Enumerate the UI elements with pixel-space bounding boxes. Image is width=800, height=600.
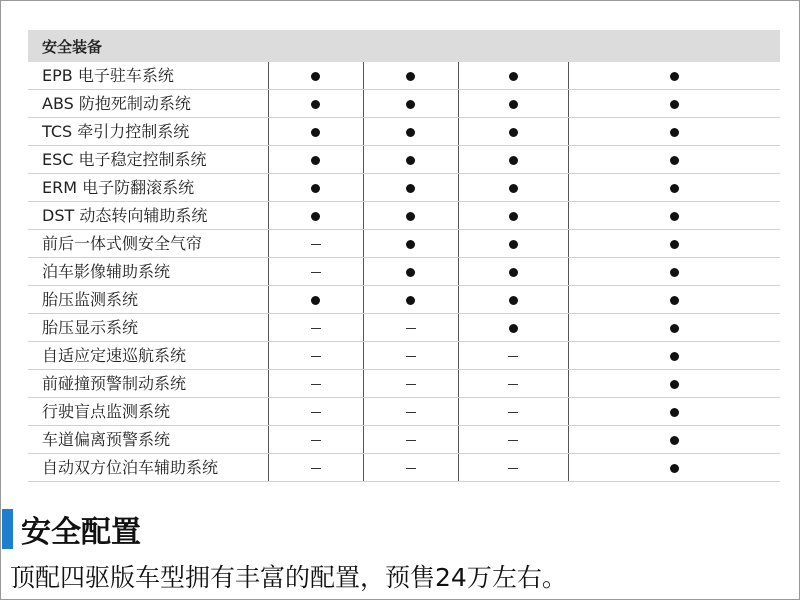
standard-dot-icon: [311, 296, 320, 305]
feature-name: DST 动态转向辅助系统: [28, 202, 268, 230]
feature-cell: [458, 118, 568, 146]
feature-cell: [568, 454, 780, 482]
table-row: [28, 202, 780, 230]
feature-cell: [458, 62, 568, 90]
not-available-dash-icon: [406, 384, 416, 385]
standard-dot-icon: [670, 324, 679, 333]
feature-cell: [268, 62, 363, 90]
not-available-dash-icon: [508, 468, 518, 469]
not-available-dash-icon: [311, 440, 321, 441]
table-row: [28, 174, 780, 202]
feature-cell: [268, 426, 363, 454]
feature-name: 车道偏离预警系统: [28, 426, 268, 454]
standard-dot-icon: [509, 212, 518, 221]
feature-name: TCS 牵引力控制系统: [28, 118, 268, 146]
table-row: [28, 426, 780, 454]
spec-table-body: [28, 62, 780, 482]
standard-dot-icon: [670, 268, 679, 277]
feature-cell: [458, 454, 568, 482]
standard-dot-icon: [311, 72, 320, 81]
feature-cell: [268, 454, 363, 482]
feature-name: 胎压监测系统: [28, 286, 268, 314]
not-available-dash-icon: [406, 412, 416, 413]
spec-sheet: [28, 30, 780, 482]
not-available-dash-icon: [508, 384, 518, 385]
feature-cell: [568, 398, 780, 426]
feature-cell: [568, 370, 780, 398]
not-available-dash-icon: [406, 440, 416, 441]
feature-cell: [568, 118, 780, 146]
standard-dot-icon: [670, 296, 679, 305]
feature-cell: [363, 342, 458, 370]
feature-cell: [268, 398, 363, 426]
feature-cell: [268, 90, 363, 118]
feature-cell: [363, 118, 458, 146]
feature-cell: [363, 454, 458, 482]
not-available-dash-icon: [311, 328, 321, 329]
standard-dot-icon: [406, 156, 415, 165]
table-row: [28, 314, 780, 342]
feature-cell: [363, 146, 458, 174]
feature-cell: [268, 174, 363, 202]
feature-cell: [568, 146, 780, 174]
table-row: [28, 398, 780, 426]
feature-cell: [268, 314, 363, 342]
not-available-dash-icon: [311, 244, 321, 245]
spec-table: [28, 62, 780, 482]
feature-cell: [568, 202, 780, 230]
standard-dot-icon: [509, 72, 518, 81]
feature-cell: [458, 370, 568, 398]
feature-name: 泊车影像辅助系统: [28, 258, 268, 286]
feature-cell: [363, 370, 458, 398]
feature-cell: [268, 118, 363, 146]
feature-name: 胎压显示系统: [28, 314, 268, 342]
table-row: [28, 342, 780, 370]
feature-cell: [568, 90, 780, 118]
caption-bar: [0, 508, 798, 550]
feature-cell: [363, 286, 458, 314]
feature-name: ABS 防抱死制动系统: [28, 90, 268, 118]
feature-cell: [568, 62, 780, 90]
feature-cell: [363, 258, 458, 286]
table-row: [28, 118, 780, 146]
feature-cell: [268, 202, 363, 230]
standard-dot-icon: [509, 296, 518, 305]
table-row: [28, 90, 780, 118]
feature-cell: [458, 202, 568, 230]
feature-cell: [458, 342, 568, 370]
standard-dot-icon: [509, 240, 518, 249]
standard-dot-icon: [670, 464, 679, 473]
feature-cell: [568, 342, 780, 370]
table-row: [28, 62, 780, 90]
feature-cell: [268, 370, 363, 398]
not-available-dash-icon: [508, 356, 518, 357]
not-available-dash-icon: [311, 384, 321, 385]
feature-cell: [568, 314, 780, 342]
feature-cell: [458, 314, 568, 342]
feature-name: 自适应定速巡航系统: [28, 342, 268, 370]
feature-cell: [363, 174, 458, 202]
feature-name: EPB 电子驻车系统: [28, 62, 268, 90]
feature-cell: [268, 146, 363, 174]
table-row: [28, 258, 780, 286]
table-row: [28, 230, 780, 258]
feature-cell: [363, 230, 458, 258]
standard-dot-icon: [406, 212, 415, 221]
feature-cell: [458, 174, 568, 202]
section-header: 安全装备: [28, 30, 780, 62]
standard-dot-icon: [509, 156, 518, 165]
feature-cell: [458, 230, 568, 258]
caption-accent-bar: [2, 509, 13, 549]
standard-dot-icon: [406, 128, 415, 137]
feature-cell: [568, 426, 780, 454]
feature-cell: [363, 426, 458, 454]
standard-dot-icon: [406, 240, 415, 249]
feature-cell: [458, 258, 568, 286]
not-available-dash-icon: [406, 356, 416, 357]
standard-dot-icon: [509, 184, 518, 193]
feature-name: 自动双方位泊车辅助系统: [28, 454, 268, 482]
feature-name: 前碰撞预警制动系统: [28, 370, 268, 398]
standard-dot-icon: [670, 352, 679, 361]
feature-name: 行驶盲点监测系统: [28, 398, 268, 426]
not-available-dash-icon: [311, 356, 321, 357]
standard-dot-icon: [406, 296, 415, 305]
feature-cell: [268, 286, 363, 314]
standard-dot-icon: [670, 408, 679, 417]
feature-cell: [458, 90, 568, 118]
feature-cell: [458, 398, 568, 426]
standard-dot-icon: [406, 184, 415, 193]
not-available-dash-icon: [406, 468, 416, 469]
not-available-dash-icon: [311, 272, 321, 273]
standard-dot-icon: [670, 100, 679, 109]
table-row: [28, 146, 780, 174]
footer-text: 顶配四驱版车型拥有丰富的配置，预售24万左右。: [10, 563, 567, 592]
standard-dot-icon: [670, 72, 679, 81]
standard-dot-icon: [311, 156, 320, 165]
feature-cell: [363, 62, 458, 90]
standard-dot-icon: [509, 100, 518, 109]
not-available-dash-icon: [311, 468, 321, 469]
feature-cell: [568, 230, 780, 258]
feature-name: ERM 电子防翻滚系统: [28, 174, 268, 202]
feature-cell: [363, 314, 458, 342]
not-available-dash-icon: [508, 440, 518, 441]
feature-cell: [458, 286, 568, 314]
table-row: [28, 454, 780, 482]
standard-dot-icon: [670, 380, 679, 389]
standard-dot-icon: [670, 436, 679, 445]
feature-cell: [568, 286, 780, 314]
table-row: [28, 286, 780, 314]
standard-dot-icon: [670, 156, 679, 165]
feature-cell: [568, 174, 780, 202]
standard-dot-icon: [406, 100, 415, 109]
standard-dot-icon: [406, 268, 415, 277]
feature-cell: [363, 202, 458, 230]
feature-cell: [458, 146, 568, 174]
feature-cell: [458, 426, 568, 454]
not-available-dash-icon: [406, 328, 416, 329]
standard-dot-icon: [311, 128, 320, 137]
feature-cell: [268, 258, 363, 286]
feature-cell: [363, 398, 458, 426]
feature-cell: [363, 90, 458, 118]
standard-dot-icon: [670, 184, 679, 193]
not-available-dash-icon: [508, 412, 518, 413]
feature-name: 前后一体式侧安全气帘: [28, 230, 268, 258]
standard-dot-icon: [670, 128, 679, 137]
table-row: [28, 370, 780, 398]
standard-dot-icon: [509, 268, 518, 277]
standard-dot-icon: [670, 212, 679, 221]
standard-dot-icon: [311, 212, 320, 221]
feature-cell: [268, 230, 363, 258]
standard-dot-icon: [311, 100, 320, 109]
standard-dot-icon: [509, 128, 518, 137]
standard-dot-icon: [670, 240, 679, 249]
feature-name: ESC 电子稳定控制系统: [28, 146, 268, 174]
feature-cell: [268, 342, 363, 370]
not-available-dash-icon: [311, 412, 321, 413]
caption-title: 安全配置: [21, 515, 141, 550]
standard-dot-icon: [311, 184, 320, 193]
standard-dot-icon: [406, 72, 415, 81]
feature-cell: [568, 258, 780, 286]
standard-dot-icon: [509, 324, 518, 333]
